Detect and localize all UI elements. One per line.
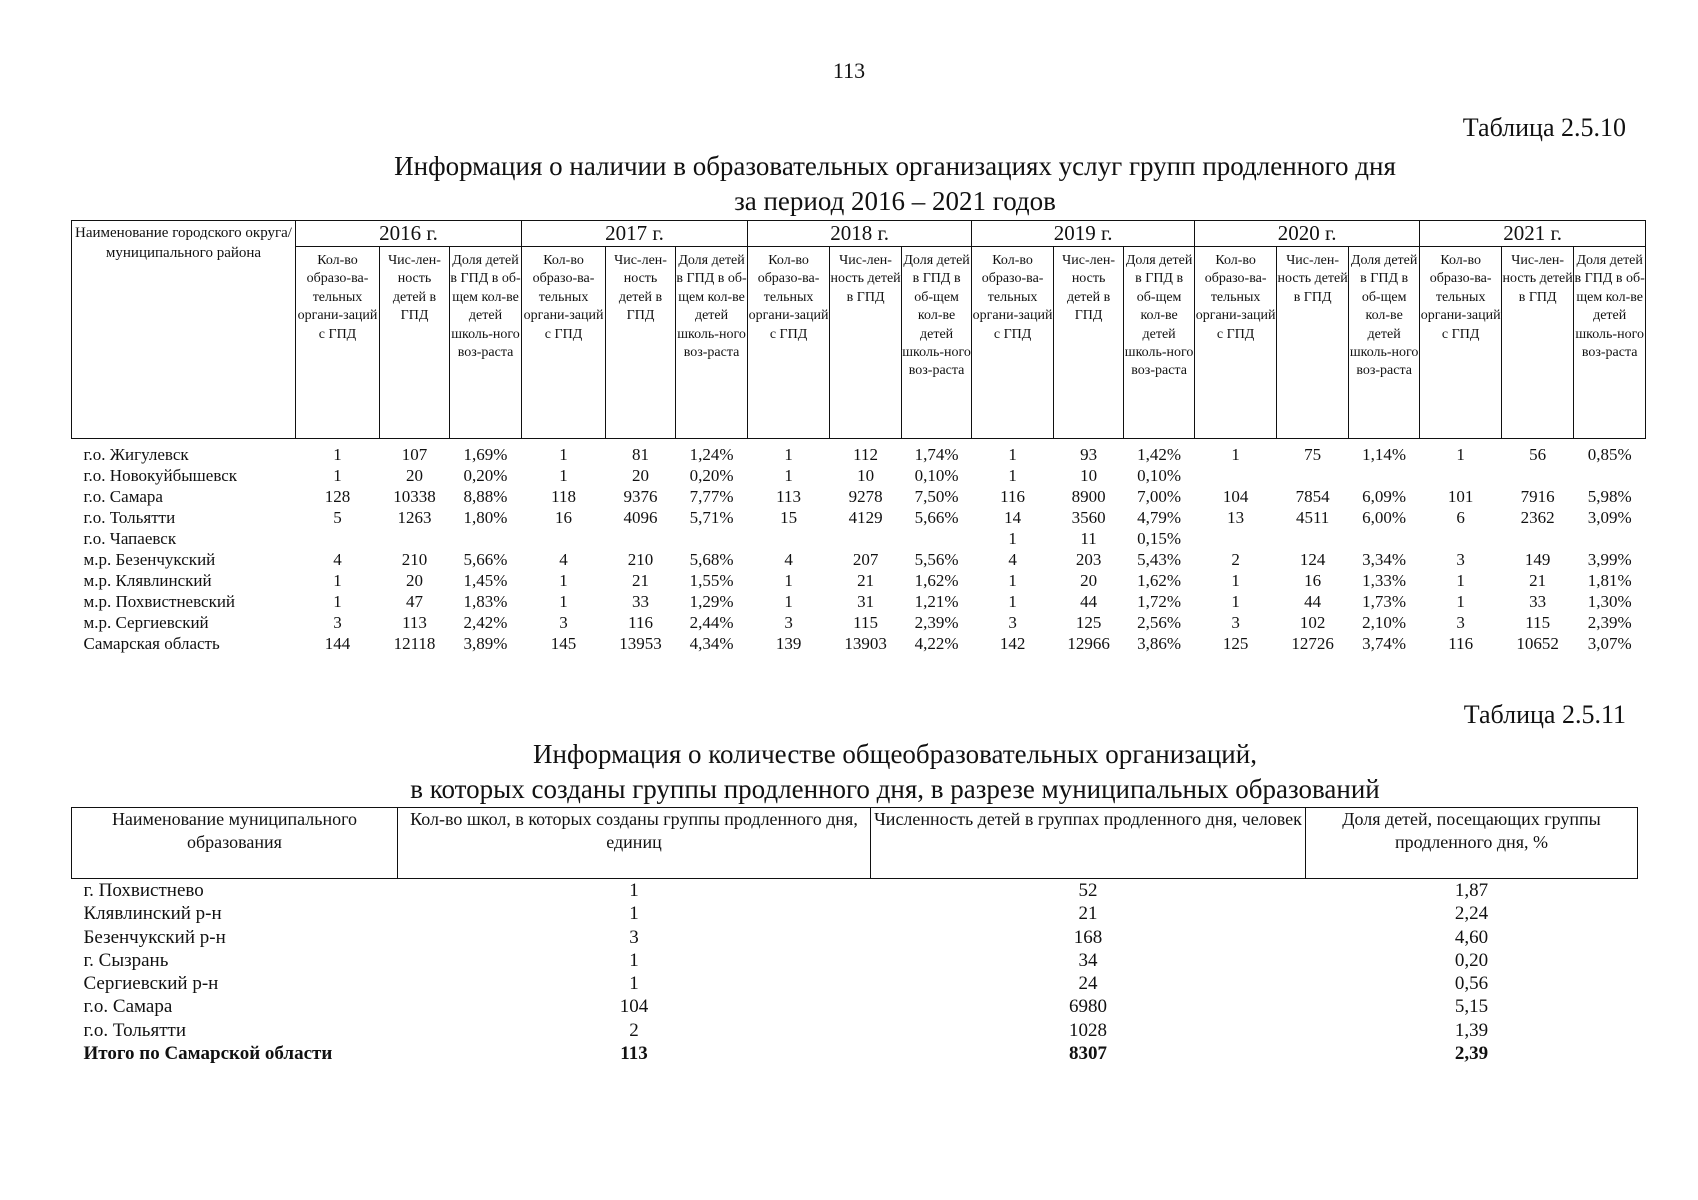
table1-cell bbox=[1195, 465, 1277, 486]
table1-cell: 6 bbox=[1456, 508, 1465, 527]
table1-cell: 4,79% bbox=[1137, 508, 1182, 527]
table2-cell-share: 2,24 bbox=[1454, 903, 1489, 925]
table1-cell: 20 bbox=[406, 466, 423, 485]
table1-cell: 20 bbox=[406, 571, 423, 590]
row-name: г.о. Тольятти bbox=[83, 508, 176, 527]
table1-cell: 93 bbox=[1080, 445, 1098, 464]
table2-cell-schools: 113 bbox=[620, 1043, 648, 1065]
table1-cell bbox=[1349, 465, 1420, 486]
table2-cell-schools: 104 bbox=[619, 996, 649, 1018]
table1-cell: 10652 bbox=[1516, 634, 1559, 653]
table1-cell: 102 bbox=[1299, 613, 1326, 632]
table1-cell: 2,42% bbox=[463, 613, 508, 632]
table2-title-line2: в которых созданы группы продленного дня, в разрезе муниципальных образований bbox=[410, 774, 1380, 804]
table-row bbox=[72, 612, 1646, 633]
table1-cell: 5,66% bbox=[463, 550, 508, 569]
table1-year-header: 2017 г. bbox=[522, 221, 748, 247]
table1-cell: 3,74% bbox=[1362, 634, 1407, 653]
table2-cell-schools: 1 bbox=[629, 880, 639, 901]
table2-cell-name: Безенчукский р-н bbox=[83, 926, 226, 948]
table1-cell: 107 bbox=[401, 445, 428, 464]
table1-cell bbox=[1574, 528, 1646, 549]
table1-cell: 12118 bbox=[393, 634, 436, 653]
table1-cell: 3,34% bbox=[1362, 550, 1407, 569]
table1-cell: 1 bbox=[333, 466, 342, 485]
table1-subheader-children-share: Доля детей в ГПД в об-щем кол-ве детей школь-ного воз-раста bbox=[902, 247, 972, 439]
table1-year-header: 2019 г. bbox=[972, 221, 1195, 247]
table2-cell-share: 5,15 bbox=[1454, 996, 1489, 1018]
table1-cell: 1 bbox=[1008, 445, 1017, 464]
table1-cell: 113 bbox=[402, 613, 427, 632]
table1-cell: 5,43% bbox=[1137, 550, 1182, 569]
table2-cell-schools: 1 bbox=[629, 903, 639, 925]
table-row bbox=[72, 486, 1646, 507]
table1-cell: 139 bbox=[775, 634, 802, 653]
table1-subheader-children-count: Чис-лен-ность детей в ГПД bbox=[606, 247, 676, 439]
table1-cell bbox=[522, 528, 606, 549]
table-row bbox=[72, 465, 1646, 486]
total-row bbox=[72, 1042, 1638, 1065]
table2-cell-schools: 1 bbox=[629, 949, 639, 971]
table-row bbox=[72, 902, 1638, 925]
table1-cell: 2,56% bbox=[1137, 613, 1182, 632]
table1-cell: 1 bbox=[559, 466, 568, 485]
table2-cell-name: г. Похвистнево bbox=[83, 880, 204, 901]
table2-cell-children: 24 bbox=[1078, 973, 1098, 995]
table1-cell bbox=[1574, 465, 1646, 486]
table1-subheader-children-count: Чис-лен-ность детей в ГПД bbox=[1502, 247, 1574, 439]
table2-cell-children: 168 bbox=[1073, 926, 1103, 948]
table1-cell: 5,71% bbox=[689, 508, 734, 527]
table1-year-header: 2018 г. bbox=[748, 221, 972, 247]
table1-cell: 47 bbox=[406, 592, 423, 611]
table1-cell: 112 bbox=[853, 445, 878, 464]
table1-cell: 1 bbox=[559, 445, 568, 464]
table1-cell: 2,39% bbox=[914, 613, 959, 632]
table1-cell: 81 bbox=[632, 445, 650, 464]
table2-cell-children: 1028 bbox=[1069, 1019, 1107, 1041]
table1-cell: 1 bbox=[784, 445, 793, 464]
row-name: г.о. Жигулевск bbox=[83, 445, 189, 464]
table1-cell: 7,77% bbox=[689, 487, 734, 506]
table1-subheader-orgs-count: Кол-во образо-ва-тельных органи-заций с ГПД bbox=[1420, 247, 1502, 439]
table1-cell: 8900 bbox=[1071, 487, 1106, 506]
table1-cell: 1 bbox=[1231, 592, 1240, 611]
table2-header-children: Численность детей в группах продленного дня, человек bbox=[871, 808, 1306, 879]
table2-cell-children: 21 bbox=[1078, 903, 1098, 925]
table1-subheader-orgs-count: Кол-во образо-ва-тельных органи-заций с ГПД bbox=[1195, 247, 1277, 439]
table-row bbox=[72, 439, 1646, 466]
table1-subheader-orgs-count: Кол-во образо-ва-тельных органи-заций с ГПД bbox=[296, 247, 380, 439]
table1-cell: 118 bbox=[551, 487, 576, 506]
table1-cell bbox=[1420, 465, 1502, 486]
table1-subheader-orgs-count: Кол-во образо-ва-тельных органи-заций с ГПД bbox=[972, 247, 1054, 439]
table1-cell: 1 bbox=[1456, 445, 1465, 464]
table-row bbox=[72, 972, 1638, 995]
row-name: г.о. Чапаевск bbox=[83, 529, 177, 548]
table-row bbox=[72, 549, 1646, 570]
table1-cell: 3 bbox=[1456, 550, 1465, 569]
table2-cell-schools: 1 bbox=[629, 973, 639, 995]
table1-cell: 75 bbox=[1304, 445, 1322, 464]
table1-cell: 12726 bbox=[1291, 634, 1334, 653]
table1-cell bbox=[1349, 528, 1420, 549]
table-row bbox=[72, 1019, 1638, 1042]
table1-cell: 1,14% bbox=[1362, 445, 1407, 464]
table1-cell: 1 bbox=[1008, 592, 1017, 611]
table1-cell: 3 bbox=[1456, 613, 1465, 632]
table1-cell: 5,68% bbox=[689, 550, 734, 569]
table1-cell bbox=[1277, 465, 1349, 486]
row-name: г.о. Новокуйбышевск bbox=[83, 466, 238, 485]
table1-cell: 1 bbox=[784, 466, 793, 485]
table1-cell: 203 bbox=[1075, 550, 1102, 569]
table-2-5-11 bbox=[71, 807, 1638, 1065]
table1-cell: 1,72% bbox=[1137, 592, 1182, 611]
table2-header-share: Доля детей, посещающих группы продленного дня, % bbox=[1306, 808, 1638, 879]
table1-cell: 1,62% bbox=[1137, 571, 1182, 590]
table1-cell: 5,56% bbox=[914, 550, 959, 569]
table1-subheader-children-share: Доля детей в ГПД в об-щем кол-ве детей школь-ного воз-раста bbox=[450, 247, 522, 439]
table1-cell: 116 bbox=[628, 613, 653, 632]
table1-cell: 10338 bbox=[393, 487, 436, 506]
table1-cell: 1 bbox=[559, 592, 568, 611]
table1-cell: 1,83% bbox=[463, 592, 508, 611]
table1-cell: 4,22% bbox=[914, 634, 959, 653]
table1-cell: 144 bbox=[324, 634, 351, 653]
table1-cell: 9278 bbox=[848, 487, 883, 506]
table1-cell: 1 bbox=[333, 592, 342, 611]
table1-cell: 1,62% bbox=[914, 571, 959, 590]
table1-cell: 16 bbox=[555, 508, 573, 527]
table1-cell: 1 bbox=[559, 571, 568, 590]
table1-cell: 3,99% bbox=[1587, 550, 1632, 569]
table1-year-header: 2021 г. bbox=[1420, 221, 1646, 247]
table1-cell: 5 bbox=[333, 508, 342, 527]
table1-cell: 3,86% bbox=[1137, 634, 1182, 653]
table1-cell: 125 bbox=[1222, 634, 1249, 653]
table1-cell: 115 bbox=[1525, 613, 1551, 632]
table1-subheader-children-share: Доля детей в ГПД в об-щем кол-ве детей школь-ного воз-раста bbox=[1349, 247, 1420, 439]
table1-cell: 13903 bbox=[844, 634, 887, 653]
table1-cell: 2,10% bbox=[1362, 613, 1407, 632]
table2-cell-schools: 3 bbox=[629, 926, 639, 948]
table1-cell: 16 bbox=[1304, 571, 1322, 590]
table1-cell: 116 bbox=[1448, 634, 1474, 653]
table2-cell-share: 2,39 bbox=[1454, 1043, 1489, 1065]
table1-cell: 12966 bbox=[1067, 634, 1110, 653]
table1-cell: 1 bbox=[1231, 445, 1240, 464]
table1-cell: 1 bbox=[1456, 571, 1465, 590]
table1-cell: 1,30% bbox=[1587, 592, 1632, 611]
row-name: м.р. Клявлинский bbox=[83, 571, 212, 590]
table1-cell: 13953 bbox=[619, 634, 662, 653]
table1-cell: 33 bbox=[632, 592, 650, 611]
table1-year-header: 2016 г. bbox=[296, 221, 522, 247]
table1-subheader-children-share: Доля детей в ГПД в об-щем кол-ве детей школь-ного воз-раста bbox=[676, 247, 748, 439]
table1-cell: 21 bbox=[1529, 571, 1547, 590]
table1-cell: 3 bbox=[333, 613, 342, 632]
table1-cell: 0,10% bbox=[1137, 466, 1182, 485]
table1-cell bbox=[748, 528, 830, 549]
table1-cell: 1 bbox=[1008, 571, 1017, 590]
table1-cell: 6,09% bbox=[1362, 487, 1407, 506]
table-row bbox=[72, 995, 1638, 1018]
table1-cell: 3 bbox=[559, 613, 568, 632]
table1-cell: 1 bbox=[333, 445, 342, 464]
table2-cell-children: 6980 bbox=[1069, 996, 1107, 1018]
table1-cell: 210 bbox=[627, 550, 654, 569]
table1-cell: 0,20% bbox=[463, 466, 508, 485]
table1-cell: 8,88% bbox=[463, 487, 508, 506]
table1-cell: 10 bbox=[857, 466, 875, 485]
table1-subheader-children-count: Чис-лен-ность детей в ГПД bbox=[1277, 247, 1349, 439]
table1-cell bbox=[1195, 528, 1277, 549]
table1-cell: 31 bbox=[857, 592, 875, 611]
table1-cell: 4,34% bbox=[689, 634, 734, 653]
table1-cell: 20 bbox=[632, 466, 650, 485]
table1-subheader-children-share: Доля детей в ГПД в об-щем кол-ве детей школь-ного воз-раста bbox=[1574, 247, 1646, 439]
table1-cell: 1,29% bbox=[689, 592, 734, 611]
table2-cell-schools: 2 bbox=[629, 1019, 639, 1041]
table-row bbox=[72, 633, 1646, 654]
table1-cell bbox=[1277, 528, 1349, 549]
table1-cell: 1 bbox=[784, 571, 793, 590]
table1-subheader-children-share: Доля детей в ГПД в об-щем кол-ве детей школь-ного воз-раста bbox=[1124, 247, 1195, 439]
table1-subheader-orgs-count: Кол-во образо-ва-тельных органи-заций с ГПД bbox=[748, 247, 830, 439]
table1-cell: 3 bbox=[1008, 613, 1017, 632]
row-name: м.р. Похвистневский bbox=[83, 592, 236, 611]
table2-cell-name: Итого по Самарской области bbox=[83, 1043, 333, 1065]
table1-cell: 2,39% bbox=[1587, 613, 1632, 632]
table1-cell: 1,69% bbox=[463, 445, 508, 464]
table1-cell: 1 bbox=[333, 571, 342, 590]
table1-cell bbox=[1420, 528, 1502, 549]
table1-cell: 44 bbox=[1080, 592, 1098, 611]
table2-cell-name: г.о. Самара bbox=[83, 996, 173, 1018]
table1-cell: 44 bbox=[1304, 592, 1322, 611]
table1-cell: 11 bbox=[1080, 529, 1097, 548]
table1-cell: 1,33% bbox=[1362, 571, 1407, 590]
table1-cell: 15 bbox=[780, 508, 798, 527]
table1-cell: 7916 bbox=[1520, 487, 1555, 506]
table1-subheader-children-count: Чис-лен-ность детей в ГПД bbox=[830, 247, 902, 439]
table1-cell: 3 bbox=[784, 613, 793, 632]
table1-cell bbox=[1502, 528, 1574, 549]
table1-cell: 3,07% bbox=[1587, 634, 1632, 653]
table1-cell: 1263 bbox=[397, 508, 432, 527]
table1-cell: 1,55% bbox=[689, 571, 734, 590]
table1-subheader-children-count: Чис-лен-ность детей в ГПД bbox=[1054, 247, 1124, 439]
table1-cell: 5,98% bbox=[1587, 487, 1632, 506]
table1-cell: 104 bbox=[1222, 487, 1249, 506]
table1-cell: 10 bbox=[1080, 466, 1098, 485]
table1-cell: 1,81% bbox=[1587, 571, 1632, 590]
table-row bbox=[72, 528, 1646, 549]
table1-cell: 4511 bbox=[1295, 508, 1330, 527]
table1-subheader-children-count: Чис-лен-ность детей в ГПД bbox=[380, 247, 450, 439]
table1-cell: 142 bbox=[999, 634, 1026, 653]
table1-cell: 207 bbox=[852, 550, 879, 569]
table2-cell-children: 34 bbox=[1078, 949, 1098, 971]
row-name: м.р. Сергиевский bbox=[83, 613, 209, 632]
table1-cell: 2 bbox=[1231, 550, 1240, 569]
page-number: 113 bbox=[832, 58, 866, 83]
table-row bbox=[72, 949, 1638, 972]
table1-cell: 1 bbox=[1008, 529, 1017, 548]
table1-cell: 13 bbox=[1227, 508, 1245, 527]
table1-cell: 2,44% bbox=[689, 613, 734, 632]
row-name: м.р. Безенчукский bbox=[83, 550, 216, 569]
table1-cell: 4129 bbox=[848, 508, 883, 527]
table1-year-header: 2020 г. bbox=[1195, 221, 1420, 247]
table1-cell: 1 bbox=[1456, 592, 1465, 611]
table1-cell: 210 bbox=[401, 550, 428, 569]
table1-cell: 1,74% bbox=[914, 445, 959, 464]
table2-cell-share: 0,56 bbox=[1454, 973, 1489, 995]
table1-cell: 2362 bbox=[1520, 508, 1555, 527]
table1-label: Таблица 2.5.10 bbox=[1462, 113, 1626, 142]
table1-cell: 116 bbox=[1000, 487, 1026, 506]
table1-cell: 7854 bbox=[1295, 487, 1330, 506]
table2-label: Таблица 2.5.11 bbox=[1463, 700, 1626, 729]
table1-cell: 0,15% bbox=[1137, 529, 1182, 548]
table-row bbox=[72, 926, 1638, 949]
table1-cell: 14 bbox=[1004, 508, 1022, 527]
table1-cell: 4 bbox=[784, 550, 793, 569]
table1-cell: 3 bbox=[1231, 613, 1240, 632]
table1-cell: 1 bbox=[1008, 466, 1017, 485]
table-row bbox=[72, 570, 1646, 591]
table1-cell: 4 bbox=[333, 550, 342, 569]
table-row bbox=[72, 591, 1646, 612]
table1-cell: 1,80% bbox=[463, 508, 508, 527]
table1-cell bbox=[380, 528, 450, 549]
table-row bbox=[72, 879, 1638, 903]
table2-cell-share: 0,20 bbox=[1454, 949, 1489, 971]
table2-cell-children: 8307 bbox=[1069, 1043, 1107, 1065]
table1-cell: 4 bbox=[559, 550, 568, 569]
table1-cell: 5,66% bbox=[914, 508, 959, 527]
table1-cell: 1 bbox=[784, 592, 793, 611]
table1-cell: 0,85% bbox=[1587, 445, 1632, 464]
table1-cell bbox=[450, 528, 522, 549]
table1-cell: 9376 bbox=[623, 487, 658, 506]
table1-cell: 7,00% bbox=[1137, 487, 1182, 506]
table1-cell: 125 bbox=[1075, 613, 1102, 632]
table1-cell bbox=[1502, 465, 1574, 486]
table2-cell-share: 1,87 bbox=[1454, 880, 1489, 901]
table1-cell: 56 bbox=[1529, 445, 1547, 464]
table1-cell: 115 bbox=[853, 613, 878, 632]
table1-title-line1: Информация о наличии в образовательных организациях услуг групп продленного дня bbox=[394, 151, 1396, 181]
row-name: г.о. Самара bbox=[83, 487, 163, 506]
table1-title-line2: за период 2016 – 2021 годов bbox=[734, 186, 1056, 216]
table2-header-name: Наименование муниципального образования bbox=[72, 808, 398, 879]
table1-cell: 21 bbox=[632, 571, 650, 590]
table1-cell: 1,45% bbox=[463, 571, 508, 590]
table1-cell: 145 bbox=[550, 634, 577, 653]
table1-cell: 1,42% bbox=[1137, 445, 1182, 464]
table1-cell bbox=[902, 528, 972, 549]
table1-subheader-orgs-count: Кол-во образо-ва-тельных органи-заций с ГПД bbox=[522, 247, 606, 439]
table1-cell: 124 bbox=[1299, 550, 1326, 569]
table1-cell: 7,50% bbox=[914, 487, 959, 506]
table2-cell-children: 52 bbox=[1078, 880, 1098, 901]
table1-cell bbox=[830, 528, 902, 549]
table2-cell-share: 1,39 bbox=[1454, 1019, 1489, 1041]
table2-cell-name: г.о. Тольятти bbox=[83, 1019, 186, 1041]
table1-cell: 113 bbox=[776, 487, 801, 506]
table2-title-line1: Информация о количестве общеобразовательных организаций, bbox=[533, 739, 1257, 769]
table1-cell: 21 bbox=[857, 571, 875, 590]
table2-cell-name: Сергиевский р-н bbox=[83, 973, 219, 995]
table1-cell bbox=[676, 528, 748, 549]
table1-cell: 1,24% bbox=[689, 445, 734, 464]
table1-cell: 1,73% bbox=[1362, 592, 1407, 611]
table1-cell: 6,00% bbox=[1362, 508, 1407, 527]
row-name: Самарская область bbox=[83, 634, 220, 653]
table1-cell: 20 bbox=[1080, 571, 1098, 590]
table1-cell: 3,89% bbox=[463, 634, 508, 653]
table1-cell: 4096 bbox=[623, 508, 658, 527]
table2-cell-share: 4,60 bbox=[1454, 926, 1489, 948]
table-2-5-10 bbox=[71, 220, 1646, 654]
table1-cell: 101 bbox=[1447, 487, 1474, 506]
table1-cell: 128 bbox=[324, 487, 351, 506]
table1-cell: 3560 bbox=[1071, 508, 1106, 527]
table1-cell bbox=[296, 528, 380, 549]
table1-cell: 149 bbox=[1524, 550, 1551, 569]
table2-header-schools: Кол-во школ, в которых созданы группы продленного дня, единиц bbox=[398, 808, 871, 879]
table1-name-header: Наименование городского округа/ муниципального района bbox=[72, 221, 296, 439]
table1-cell: 1,21% bbox=[914, 592, 959, 611]
table1-cell: 4 bbox=[1008, 550, 1017, 569]
table2-cell-name: Клявлинский р-н bbox=[83, 903, 222, 925]
table1-cell: 0,20% bbox=[689, 466, 734, 485]
table1-cell: 3,09% bbox=[1587, 508, 1632, 527]
table1-cell: 33 bbox=[1529, 592, 1547, 611]
table2-cell-name: г. Сызрань bbox=[83, 949, 169, 971]
table1-cell bbox=[606, 528, 676, 549]
table1-cell: 0,10% bbox=[914, 466, 959, 485]
table1-cell: 1 bbox=[1231, 571, 1240, 590]
table-row bbox=[72, 507, 1646, 528]
